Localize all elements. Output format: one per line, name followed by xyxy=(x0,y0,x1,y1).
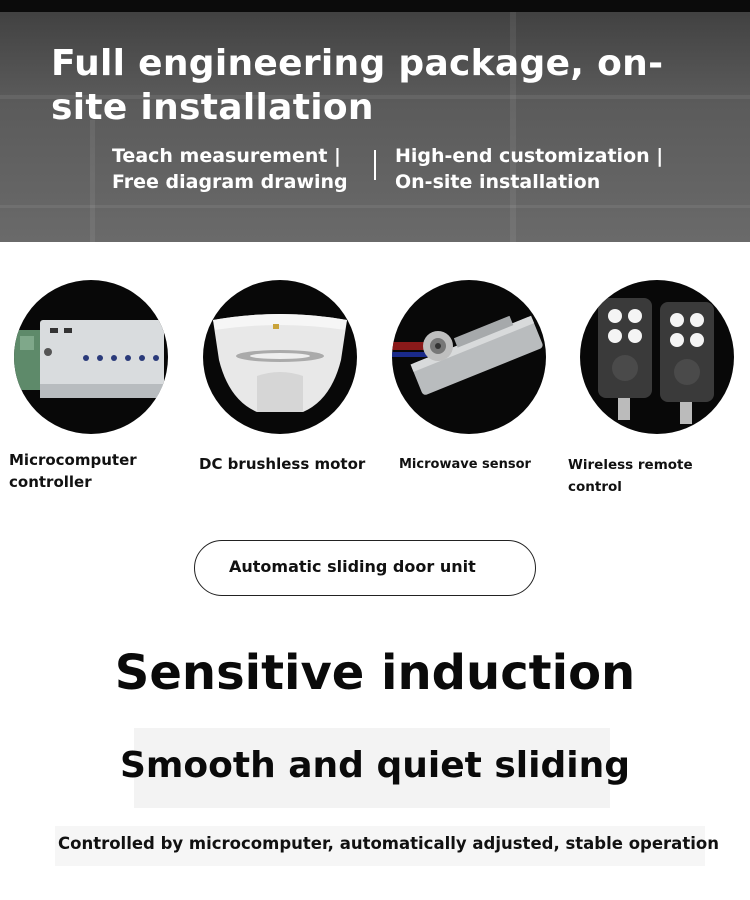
background-beam xyxy=(0,205,750,208)
headline: Sensitive induction xyxy=(114,645,636,701)
motor-cover-image xyxy=(203,280,357,434)
hero-title: Full engineering package, on-site installation xyxy=(51,43,664,128)
hero-feature-line: Free diagram drawing xyxy=(112,171,348,193)
unit-label: Automatic sliding door unit xyxy=(229,557,476,576)
caption: Controlled by microcomputer, automatically adjusted, stable operation xyxy=(58,834,719,853)
product-label: DC brushless motor xyxy=(199,455,366,473)
background-beam xyxy=(90,120,95,242)
hero-right-features xyxy=(395,143,663,195)
sensor-image xyxy=(392,280,546,434)
hero-feature-line: High-end customization | xyxy=(395,145,664,167)
product-label: Microwave sensor xyxy=(399,457,531,472)
unit-label-pill xyxy=(194,540,536,596)
hero-banner xyxy=(0,0,750,242)
controller-image xyxy=(14,280,168,434)
product-label: Microcomputer controller xyxy=(9,451,137,491)
hero-top-bar xyxy=(0,0,750,12)
hero-feature-line: On-site installation xyxy=(395,171,601,193)
hero-feature-line: Teach measurement | xyxy=(112,145,341,167)
remote-control-image xyxy=(580,280,734,434)
hero-left-features xyxy=(112,143,348,195)
hero-divider xyxy=(374,150,376,180)
product-label: Wireless remote control xyxy=(568,457,693,495)
subheadline: Smooth and quiet sliding xyxy=(119,745,630,786)
